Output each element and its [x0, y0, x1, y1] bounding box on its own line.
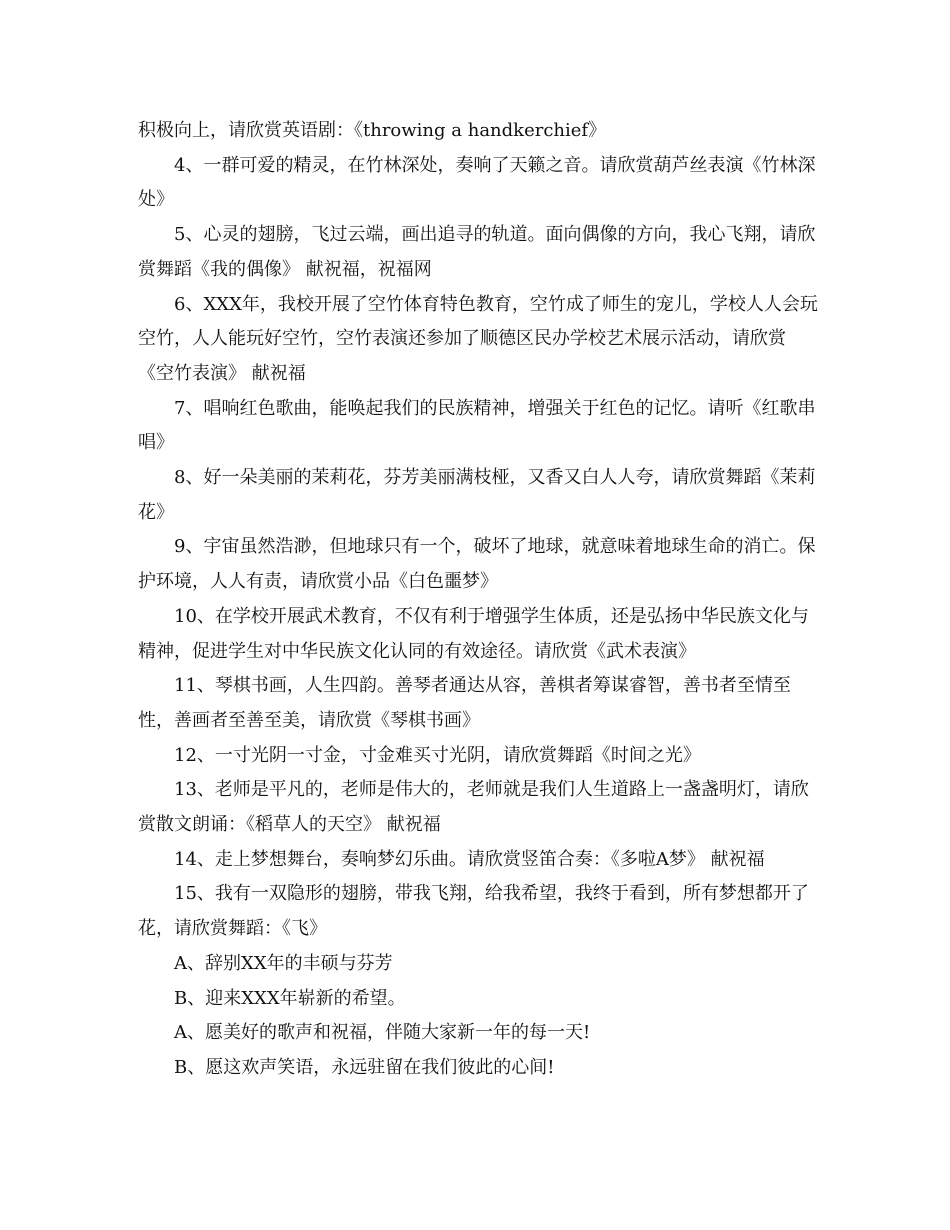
program-item-15: 15、我有一双隐形的翅膀，带我飞翔，给我希望，我终于看到，所有梦想都开了花，请欣赏舞蹈：《飞》 — [138, 883, 809, 940]
document-body — [138, 114, 818, 1086]
program-item-6: 6、XXX年，我校开展了空竹体育特色教育，空竹成了师生的宠儿，学校人人会玩空竹，人人能玩好空竹，空竹表演还参加了顺德区民办学校艺术展示活动，请欣赏《空竹表演》 献祝福 — [138, 293, 818, 384]
program-item-4: 4、一群可爱的精灵，在竹林深处，奏响了天籁之音。请欣赏葫芦丝表演《竹林深处》 — [138, 154, 816, 211]
program-item-11: 11、琴棋书画，人生四韵。善琴者通达从容，善棋者筹谋睿智，善书者至情至性，善画者至善至美，请欣赏《琴棋书画》 — [138, 675, 791, 731]
program-item-12: 12、一寸光阴一寸金，寸金难买寸光阴，请欣赏舞蹈《时间之光》 — [174, 744, 701, 766]
closing-line-b-2: B、愿这欢声笑语，永远驻留在我们彼此的心间! — [174, 1056, 555, 1078]
program-item-14: 14、走上梦想舞台，奏响梦幻乐曲。请欣赏竖笛合奏：《多啦A梦》 献祝福 — [174, 848, 765, 870]
program-item-7: 7、唱响红色歌曲，能唤起我们的民族精神，增强关于红色的记忆。请听《红歌串唱》 — [138, 397, 816, 454]
program-item-5: 5、心灵的翅膀，飞过云端，画出追寻的轨道。面向偶像的方向，我心飞翔，请欣赏舞蹈《我的偶像》 献祝福，祝福网 — [138, 224, 816, 280]
program-item-13: 13、老师是平凡的，老师是伟大的，老师就是我们人生道路上一盏盏明灯，请欣赏散文朗诵：《稻草人的天空》 献祝福 — [138, 779, 809, 836]
program-item-8: 8、好一朵美丽的茉莉花，芬芳美丽满枝桠，又香又白人人夸，请欣赏舞蹈《茉莉花》 — [138, 467, 816, 523]
closing-line-a-2: A、愿美好的歌声和祝福，伴随大家新一年的每一天! — [174, 1022, 591, 1044]
paragraph-continuation: 积极向上，请欣赏英语剧：《throwing a handkerchief》 — [138, 120, 607, 141]
program-item-9: 9、宇宙虽然浩渺，但地球只有一个，破坏了地球，就意味着地球生命的消亡。保护环境，人人有责，请欣赏小品《白色噩梦》 — [138, 536, 816, 593]
program-item-10: 10、在学校开展武术教育，不仅有利于增强学生体质，还是弘扬中华民族文化与精神，促进学生对中华民族文化认同的有效途径。请欣赏《武术表演》 — [138, 605, 809, 662]
closing-line-a-1: A、辞别XX年的丰硕与芬芳 — [174, 952, 393, 974]
closing-line-b-1: B、迎来XXX年崭新的希望。 — [174, 987, 406, 1009]
